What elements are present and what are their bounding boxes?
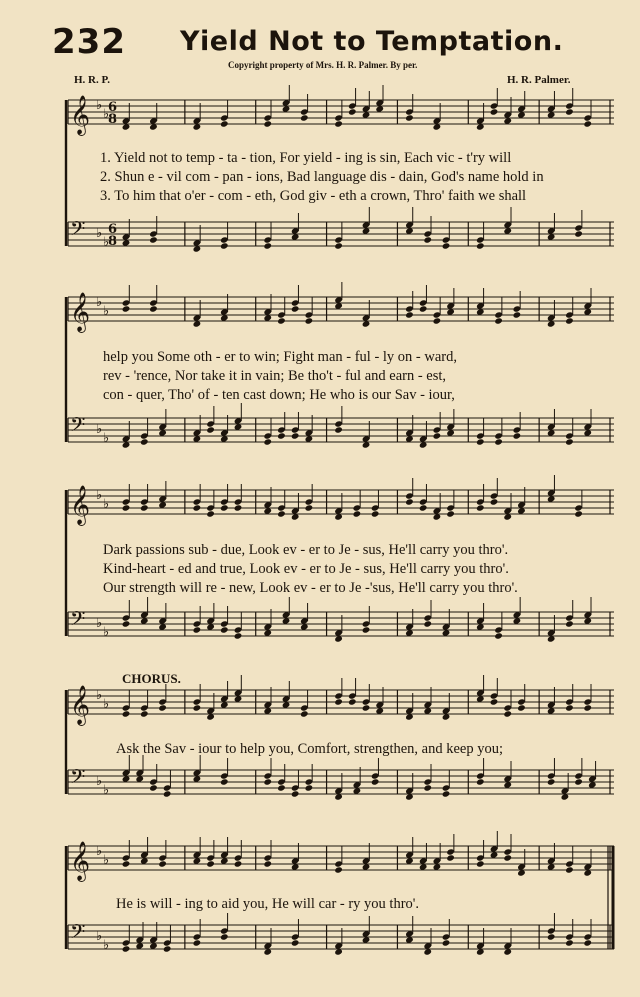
note-head: [334, 698, 343, 705]
note-head: [122, 710, 131, 717]
note-head: [263, 438, 272, 445]
note-head: [494, 438, 503, 445]
note-head: [158, 704, 167, 711]
note-head: [476, 778, 485, 785]
note-head: [476, 438, 485, 445]
note-head: [122, 620, 131, 627]
note-head: [193, 504, 202, 511]
note-head: [163, 790, 172, 797]
flat-sign-icon: ♭: [103, 783, 110, 798]
note-head: [446, 854, 455, 861]
time-signature: 6: [108, 222, 118, 237]
note-head: [362, 704, 371, 711]
lyric-line-s2-v2: rev - 'rence, Nor take it in vain; Be tho't - ful and earn - est,: [103, 368, 447, 384]
note-head: [433, 432, 442, 439]
note-head: [494, 632, 503, 639]
note-head: [206, 426, 215, 433]
bass-clef-icon: 𝄢: [70, 920, 86, 948]
note-head: [574, 510, 583, 517]
note-head: [565, 939, 574, 946]
note-head: [291, 432, 300, 439]
note-head: [122, 504, 131, 511]
note-head: [405, 311, 414, 318]
lyric-line-s2-v1: help you Some oth - er to win; Fight man - ful - ly on - ward,: [103, 349, 457, 365]
note-head: [503, 854, 512, 861]
note-head: [490, 108, 499, 115]
flat-sign-icon: ♭: [96, 295, 103, 310]
flat-sign-icon: ♭: [96, 98, 103, 113]
note-head: [565, 317, 574, 324]
note-head: [220, 504, 229, 511]
note-head: [234, 504, 243, 511]
note-head: [547, 933, 556, 940]
lyric-line-s1-v2: 2. Shun e - vil com - pan - ions, Bad language dis - dain, God's name hold in: [100, 169, 544, 185]
note-head: [122, 860, 131, 867]
flat-sign-icon: ♭: [103, 304, 110, 319]
note-head: [220, 778, 229, 785]
note-head: [353, 510, 362, 517]
note-head: [348, 108, 357, 115]
note-head: [565, 108, 574, 115]
lyricist-credit: H. R. P.: [74, 74, 110, 86]
note-head: [490, 498, 499, 505]
treble-clef-icon: 𝄞: [70, 95, 91, 135]
note-head: [149, 784, 158, 791]
note-head: [405, 498, 414, 505]
hymn-number: 232: [52, 22, 126, 62]
lyric-line-s3-v2: Kind-heart - ed and true, Look ev - er to Je - sus, He'll carry you thro'.: [103, 561, 509, 577]
flat-sign-icon: ♭: [96, 226, 103, 241]
note-head: [348, 698, 357, 705]
chorus-label: CHORUS.: [122, 671, 181, 686]
note-head: [193, 626, 202, 633]
lyric-line-chorus-2: He is will - ing to aid you, He will car - ry you thro'.: [116, 896, 420, 912]
note-head: [423, 784, 432, 791]
note-head: [234, 860, 243, 867]
note-head: [442, 242, 451, 249]
note-head: [547, 778, 556, 785]
note-head: [442, 790, 451, 797]
lyric-line-chorus-1: Ask the Sav - iour to help you, Comfort, strengthen, and keep you;: [116, 741, 504, 757]
lyric-line-s3-v3: Our strength will re - new, Look ev - er to Je -'sus, He'll carry you thro'.: [103, 580, 518, 596]
lyric-line-s3-v1: Dark passions sub - due, Look ev - er to Je - sus, He'll carry you thro'.: [103, 542, 509, 558]
flat-sign-icon: ♭: [96, 488, 103, 503]
note-head: [371, 510, 380, 517]
bass-clef-icon: 𝄢: [70, 607, 86, 635]
lyric-line-s1-v1: 1. Yield not to temp - ta - tion, For yield - ing is sin, Each vic - t'ry will: [100, 150, 512, 166]
treble-clef-icon: 𝄞: [70, 841, 91, 881]
note-head: [476, 860, 485, 867]
note-head: [158, 860, 167, 867]
note-head: [423, 620, 432, 627]
flat-sign-icon: ♭: [103, 697, 110, 712]
note-head: [149, 236, 158, 243]
note-head: [263, 120, 272, 127]
note-head: [513, 311, 522, 318]
note-head: [140, 438, 149, 445]
note-head: [220, 120, 229, 127]
note-head: [565, 620, 574, 627]
flat-sign-icon: ♭: [103, 235, 110, 250]
time-signature: 8: [108, 112, 118, 127]
treble-clef-icon: 𝄞: [70, 685, 91, 725]
flat-sign-icon: ♭: [103, 431, 110, 446]
note-head: [517, 704, 526, 711]
note-head: [334, 866, 343, 873]
note-head: [405, 114, 414, 121]
note-head: [163, 945, 172, 952]
note-head: [305, 784, 314, 791]
note-head: [140, 504, 149, 511]
note-head: [277, 784, 286, 791]
note-head: [291, 939, 300, 946]
note-head: [300, 710, 309, 717]
flat-sign-icon: ♭: [96, 844, 103, 859]
note-head: [305, 504, 314, 511]
note-head: [291, 305, 300, 312]
note-head: [122, 305, 131, 312]
note-head: [193, 939, 202, 946]
bass-clef-icon: 𝄢: [70, 413, 86, 441]
note-head: [565, 438, 574, 445]
bass-clef-icon: 𝄢: [70, 765, 86, 793]
note-head: [140, 710, 149, 717]
note-head: [565, 704, 574, 711]
note-head: [476, 504, 485, 511]
note-head: [149, 305, 158, 312]
note-head: [446, 510, 455, 517]
note-head: [583, 120, 592, 127]
note-head: [583, 939, 592, 946]
flat-sign-icon: ♭: [96, 616, 103, 631]
hymn-title: Yield Not to Temptation.: [180, 26, 564, 57]
bass-clef-icon: 𝄢: [70, 217, 86, 245]
note-head: [291, 790, 300, 797]
flat-sign-icon: ♭: [103, 497, 110, 512]
note-head: [334, 120, 343, 127]
note-head: [513, 432, 522, 439]
note-head: [220, 933, 229, 940]
note-head: [277, 510, 286, 517]
note-head: [263, 242, 272, 249]
note-head: [122, 945, 131, 952]
copyright-notice: Copyright property of Mrs. H. R. Palmer. By per.: [228, 60, 418, 70]
note-head: [220, 242, 229, 249]
note-head: [476, 242, 485, 249]
note-head: [419, 504, 428, 511]
note-head: [334, 426, 343, 433]
flat-sign-icon: ♭: [103, 938, 110, 953]
composer-credit: H. R. Palmer.: [507, 74, 571, 86]
note-head: [263, 860, 272, 867]
note-head: [206, 510, 215, 517]
flat-sign-icon: ♭: [96, 688, 103, 703]
time-signature: 8: [108, 234, 118, 249]
note-head: [193, 704, 202, 711]
note-head: [263, 778, 272, 785]
note-head: [419, 305, 428, 312]
note-head: [277, 317, 286, 324]
time-signature: 6: [108, 100, 118, 115]
note-head: [574, 230, 583, 237]
note-head: [334, 242, 343, 249]
note-head: [234, 632, 243, 639]
note-head: [362, 626, 371, 633]
note-head: [423, 236, 432, 243]
note-head: [206, 860, 215, 867]
note-head: [220, 626, 229, 633]
note-head: [574, 778, 583, 785]
flat-sign-icon: ♭: [96, 422, 103, 437]
flat-sign-icon: ♭: [103, 625, 110, 640]
treble-clef-icon: 𝄞: [70, 485, 91, 525]
note-head: [300, 114, 309, 121]
note-head: [305, 317, 314, 324]
flat-sign-icon: ♭: [96, 929, 103, 944]
flat-sign-icon: ♭: [103, 107, 110, 122]
note-head: [503, 710, 512, 717]
lyric-line-s2-v3: con - quer, Tho' of - ten cast down; He who is our Sav - iour,: [103, 387, 455, 403]
note-head: [494, 317, 503, 324]
note-head: [433, 317, 442, 324]
note-head: [371, 778, 380, 785]
note-head: [565, 866, 574, 873]
note-head: [442, 939, 451, 946]
note-head: [277, 432, 286, 439]
flat-sign-icon: ♭: [103, 853, 110, 868]
treble-clef-icon: 𝄞: [70, 292, 91, 332]
flat-sign-icon: ♭: [96, 774, 103, 789]
note-head: [490, 698, 499, 705]
lyric-line-s1-v3: 3. To him that o'er - com - eth, God giv - eth a crown, Thro' faith we shall: [100, 188, 527, 204]
note-head: [583, 704, 592, 711]
